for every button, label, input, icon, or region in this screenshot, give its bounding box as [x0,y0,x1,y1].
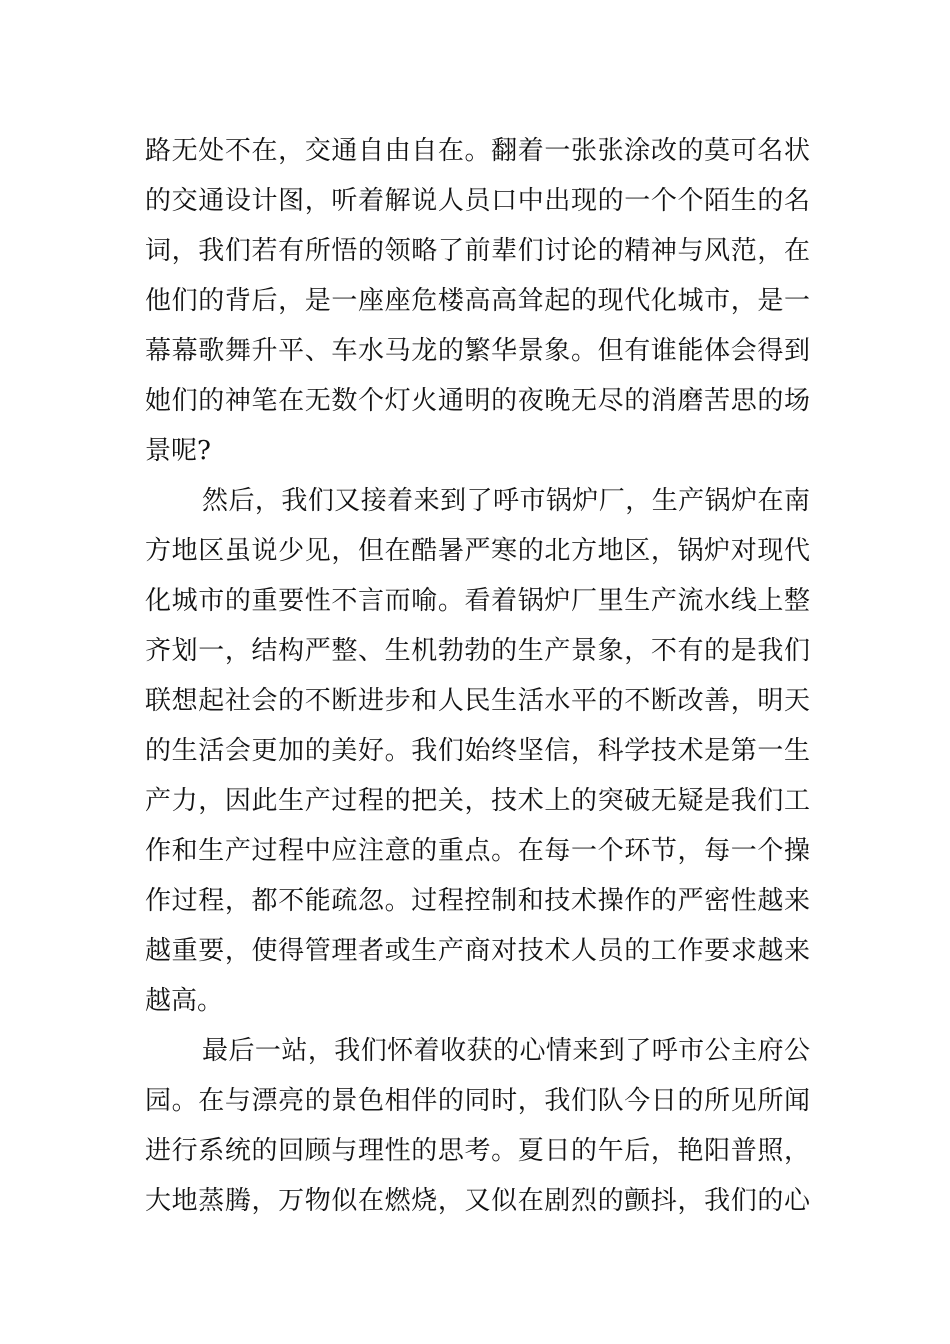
text-line: 园。在与漂亮的景色相伴的同时，我们队今日的所见所闻 [145,1086,810,1116]
text-line: 方地区虽说少见，但在酷暑严寒的北方地区，锅炉对现代 [145,536,810,566]
text-line: 作和生产过程中应注意的重点。在每一个环节，每一个操 [145,836,810,866]
text-line: 化城市的重要性不言而喻。看着锅炉厂里生产流水线上整 [145,586,810,616]
text-line: 产力，因此生产过程的把关，技术上的突破无疑是我们工 [145,786,810,816]
text-line: 大地蒸腾，万物似在燃烧，又似在剧烈的颤抖，我们的心 [145,1186,810,1216]
text-line: 景呢? [145,436,211,466]
text-line: 词，我们若有所悟的领略了前辈们讨论的精神与风范，在 [145,236,810,266]
text-line: 作过程，都不能疏忽。过程控制和技术操作的严密性越来 [145,886,810,916]
text-line: 越高。 [145,986,224,1016]
text-line: 进行系统的回顾与理性的思考。夏日的午后，艳阳普照， [145,1136,810,1166]
text-line: 越重要，使得管理者或生产商对技术人员的工作要求越来 [145,936,810,966]
text-line: 联想起社会的不断进步和人民生活水平的不断改善，明天 [145,686,810,716]
text-line: 路无处不在，交通自由自在。翻着一张张涂改的莫可名状 [145,136,810,166]
text-line: 的交通设计图，听着解说人员口中出现的一个个陌生的名 [145,186,810,216]
text-line: 齐划一，结构严整、生机勃勃的生产景象，不有的是我们 [145,636,810,666]
body-text [145,126,810,1226]
text-line: 他们的背后，是一座座危楼高高耸起的现代化城市，是一 [145,286,810,316]
text-line: 幕幕歌舞升平、车水马龙的繁华景象。但有谁能体会得到 [145,336,810,366]
text-line: 她们的神笔在无数个灯火通明的夜晚无尽的消磨苦思的场 [145,386,810,416]
paragraph-start-line: 然后，我们又接着来到了呼市锅炉厂，生产锅炉在南 [202,486,810,516]
text-line: 的生活会更加的美好。我们始终坚信，科学技术是第一生 [145,736,810,766]
paragraph-start-line: 最后一站，我们怀着收获的心情来到了呼市公主府公 [202,1036,810,1066]
